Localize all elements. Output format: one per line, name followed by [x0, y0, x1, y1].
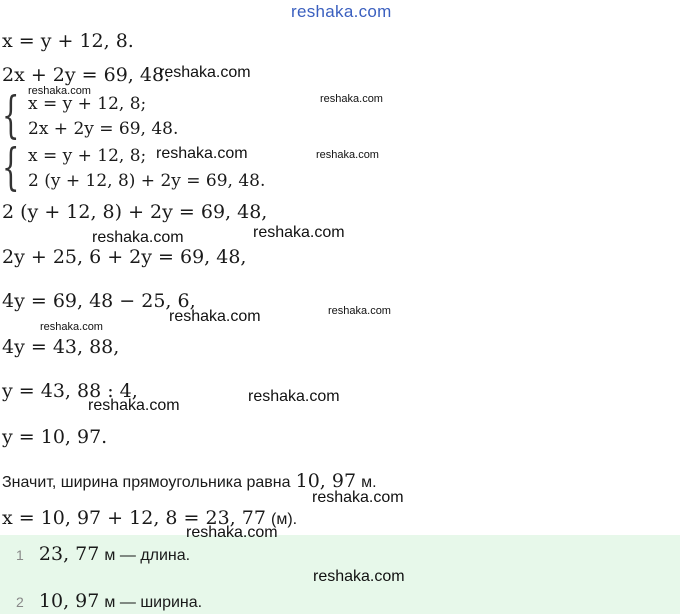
watermark: reshaka.com — [28, 85, 91, 97]
watermark: reshaka.com — [92, 229, 184, 246]
equation-7: y = 43, 88 : 4, — [2, 380, 138, 402]
system2-line1: x = y + 12, 8; — [28, 146, 147, 166]
equation-2: 2x + 2y = 69, 48. — [2, 64, 171, 86]
watermark: reshaka.com — [248, 388, 340, 405]
system1-line1: x = y + 12, 8; — [28, 94, 147, 114]
watermark: reshaka.com — [253, 224, 345, 241]
equation-6: 4y = 43, 88, — [2, 336, 120, 358]
watermark-top: reshaka.com — [291, 2, 392, 21]
watermark: reshaka.com — [169, 308, 261, 325]
equation-1: x = y + 12, 8. — [2, 30, 134, 52]
watermark: reshaka.com — [312, 489, 404, 506]
answer-value: 10, 97 — [38, 590, 100, 612]
watermark: reshaka.com — [316, 149, 379, 161]
conclusion-text: Значит, ширина прямоугольника равна — [2, 474, 291, 491]
answer-text: м — ширина. — [104, 594, 203, 611]
watermark: reshaka.com — [88, 397, 180, 414]
equation-8: y = 10, 97. — [2, 426, 108, 448]
width-unit: м. — [361, 474, 377, 491]
answer-number: 2 — [16, 594, 24, 610]
answer-item — [16, 543, 190, 565]
equation-3: 2 (y + 12, 8) + 2y = 69, 48, — [2, 201, 268, 223]
answer-value: 23, 77 — [38, 543, 100, 565]
equation-5: 4y = 69, 48 − 25, 6, — [2, 290, 196, 312]
watermark: reshaka.com — [186, 524, 278, 541]
brace-icon: { — [2, 138, 20, 196]
answer-number: 1 — [16, 547, 24, 563]
x-calc-unit: (м). — [271, 511, 298, 528]
watermark: reshaka.com — [313, 568, 405, 585]
system2-line2: 2 (y + 12, 8) + 2y = 69, 48. — [28, 171, 266, 191]
answer-item — [16, 590, 202, 612]
system1-line2: 2x + 2y = 69, 48. — [28, 119, 179, 139]
brace-icon: { — [2, 86, 20, 144]
width-value: 10, 97 — [295, 470, 357, 492]
watermark: reshaka.com — [159, 64, 251, 81]
watermark: reshaka.com — [40, 321, 103, 333]
watermark: reshaka.com — [156, 145, 248, 162]
watermark: reshaka.com — [328, 305, 391, 317]
equation-4: 2y + 25, 6 + 2y = 69, 48, — [2, 246, 247, 268]
x-calc-expression: x = 10, 97 + 12, 8 = 23, 77 — [2, 507, 266, 529]
answer-text: м — длина. — [104, 547, 191, 564]
watermark: reshaka.com — [320, 93, 383, 105]
